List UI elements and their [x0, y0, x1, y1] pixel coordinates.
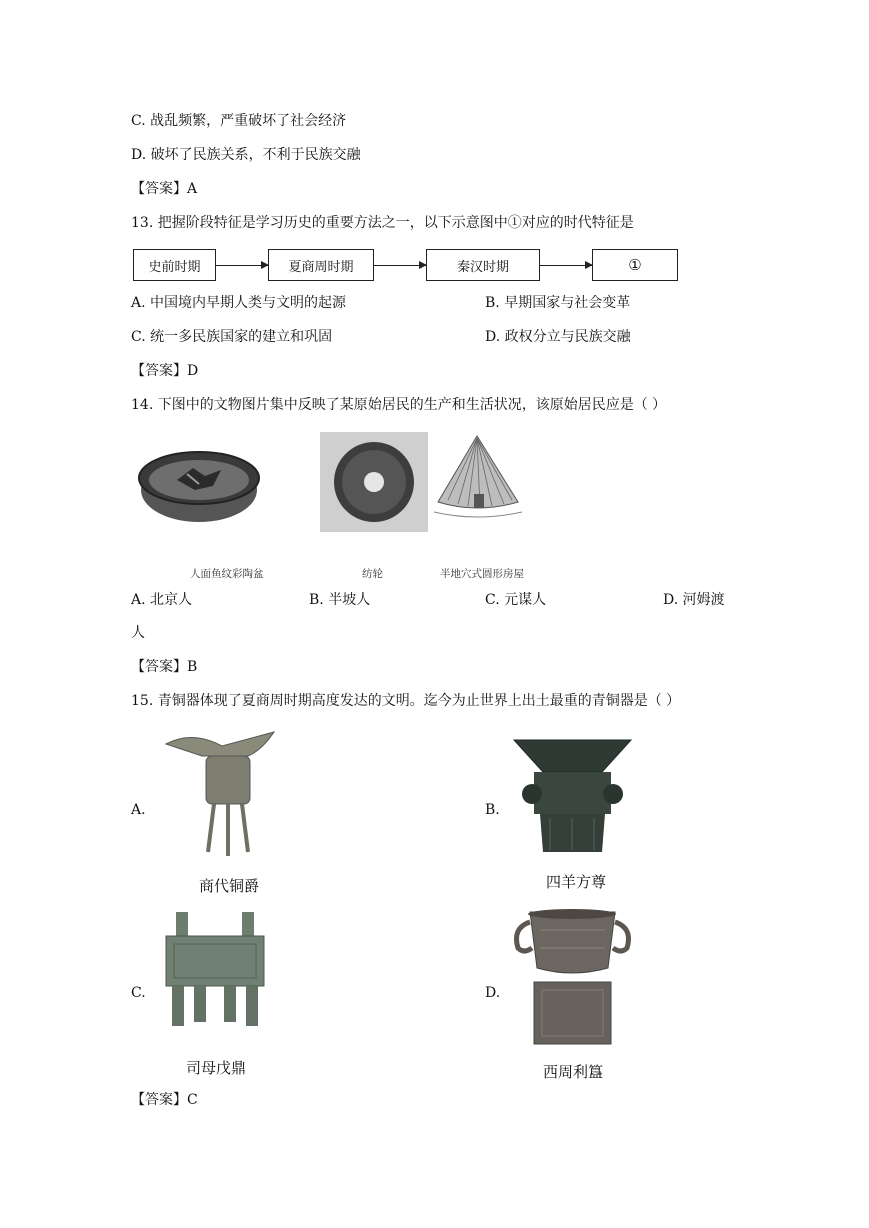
q13-stem: 13. 把握阶段特征是学习历史的重要方法之一，以下示意图中①对应的时代特征是: [131, 215, 634, 231]
q14-answer: 【答案】B: [131, 659, 198, 675]
flow-arrow: [540, 265, 592, 266]
q15-label-a: A.: [131, 802, 146, 818]
q13-option-b: B. 早期国家与社会变革: [485, 295, 631, 311]
q12-option-d: D. 破坏了民族关系，不利于民族交融: [131, 147, 361, 163]
caption-ding: 司母戊鼎: [186, 1059, 247, 1077]
q14-stem: 14. 下图中的文物图片集中反映了某原始居民的生产和生活状况，该原始居民应是（ ）: [131, 397, 667, 413]
caption-jue: 商代铜爵: [199, 877, 260, 895]
flow-box-xia-shang-zhou: 夏商周时期: [268, 249, 374, 281]
caption-square-zun: 四羊方尊: [546, 873, 607, 891]
q15-label-b: B.: [485, 802, 500, 818]
caption-gui: 西周利簋: [543, 1063, 604, 1081]
q13-answer: 【答案】D: [131, 363, 199, 379]
q12-answer: 【答案】A: [131, 181, 198, 197]
caption-pottery-basin: 人面鱼纹彩陶盆: [190, 568, 264, 580]
four-goat-zun-image: [510, 732, 635, 860]
q14-option-c: C. 元谋人: [485, 592, 547, 608]
flow-arrow: [216, 265, 268, 266]
q14-option-d-wrap: 人: [131, 625, 145, 641]
li-gui-image: [510, 908, 635, 1048]
flow-box-blank: ①: [592, 249, 678, 281]
q12-option-c: C. 战乱频繁，严重破坏了社会经济: [131, 113, 347, 129]
bronze-jue-image: [162, 726, 282, 858]
spindle-whorl-image: [320, 432, 428, 532]
q13-option-d: D. 政权分立与民族交融: [485, 329, 631, 345]
flow-arrow: [374, 265, 426, 266]
round-house-image: [430, 432, 525, 527]
caption-spindle-whorl: 纺轮: [362, 568, 383, 580]
q14-option-b: B. 半坡人: [309, 592, 371, 608]
painted-pottery-basin-image: [133, 440, 263, 528]
q14-option-a: A. 北京人: [131, 592, 193, 608]
flow-box-qin-han: 秦汉时期: [426, 249, 540, 281]
q15-label-c: C.: [131, 985, 146, 1001]
caption-round-house: 半地穴式圆形房屋: [440, 568, 524, 580]
q13-option-a: A. 中国境内早期人类与文明的起源: [131, 295, 347, 311]
q15-stem: 15. 青铜器体现了夏商周时期高度发达的文明。迄今为止世界上出土最重的青铜器是（ ）: [131, 693, 681, 709]
simuwu-ding-image: [160, 910, 270, 1028]
q15-label-d: D.: [485, 985, 501, 1001]
q15-answer: 【答案】C: [131, 1092, 198, 1108]
q13-option-c: C. 统一多民族国家的建立和巩固: [131, 329, 333, 345]
q14-option-d: D. 河姆渡: [663, 592, 725, 608]
flow-box-prehistoric: 史前时期: [133, 249, 216, 281]
